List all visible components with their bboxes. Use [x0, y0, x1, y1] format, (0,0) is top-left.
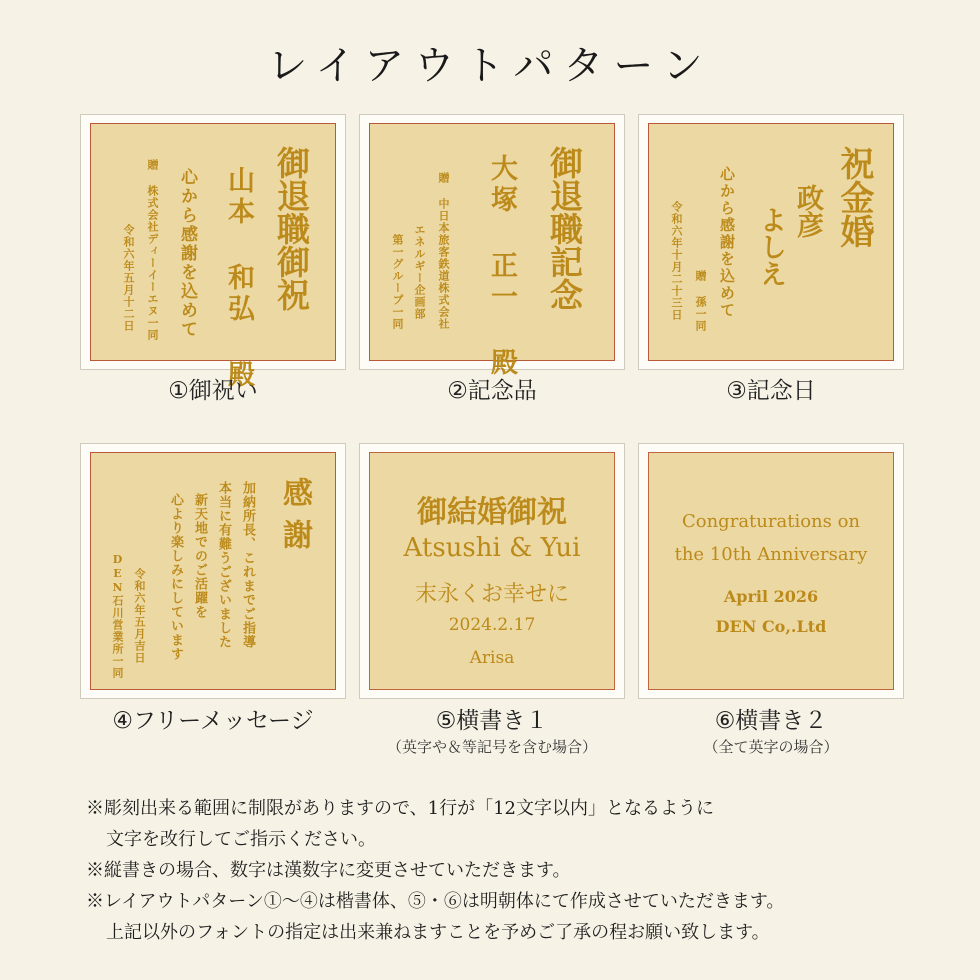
plate-3-line-6: 令和六年十月二十三日: [670, 201, 683, 321]
pattern-card-6: [638, 443, 904, 699]
plate-2-line-4: エネルギー企画部: [413, 224, 426, 320]
plate-4-line-4: 新天地でのご活躍を: [192, 493, 207, 619]
plate-3-line-1: 祝金婚: [834, 146, 874, 248]
plate-2: [369, 123, 615, 379]
pattern-card-2: [359, 114, 625, 379]
caption-6: ⑥横書き２: [714, 708, 828, 734]
plate-5-line-4: 2024.2.17: [448, 615, 536, 635]
pattern-card-3: [638, 114, 904, 370]
plate-2-line-5: 第一グループ一同: [391, 234, 404, 330]
plate-4-line-3: 本当に有難うございました: [216, 481, 231, 649]
plate-6-line-1: Congraturations on: [681, 511, 861, 532]
plate-4-line-7: DEN石川営業所一同: [111, 553, 124, 679]
pattern-card-4: [80, 443, 346, 699]
plate-4-line-2: 加納所長、これまでご指導: [240, 481, 255, 649]
plate-3-line-4: 心から感謝を込めて: [718, 166, 736, 319]
note-line-5: 上記以外のフォントの指定は出来兼ねますことを予めご了承の程お願い致します。: [106, 922, 770, 943]
note-line-3: ※縦書きの場合、数字は漢数字に変更させていただきます。: [86, 860, 571, 881]
caption-2: ②記念品: [447, 378, 537, 404]
plate-4-line-6: 令和六年五月吉日: [133, 568, 146, 664]
subcaption-5: （英字や＆等記号を含む場合）: [386, 738, 597, 756]
page-title: レイアウトパターン: [267, 43, 713, 89]
plate-3-line-5: 贈 孫一同: [694, 270, 707, 332]
caption-1: ①御祝い: [168, 378, 258, 404]
plate-1-line-1: 御退職御祝: [272, 146, 311, 311]
plate-6-line-2: the 10th Anniversary: [674, 544, 868, 565]
plate-2-line-1: 御退職記念: [545, 146, 584, 311]
plate-4-line-1: 感謝: [277, 477, 312, 561]
caption-5: ⑤横書き１: [435, 708, 549, 734]
plate-2-line-2: 大塚 正一 殿: [486, 154, 517, 379]
plate-3: [648, 123, 894, 361]
plate-3-line-3: よしえ: [755, 206, 786, 287]
plate-1-line-2: 山本 和弘 殿: [223, 166, 254, 391]
note-line-2: 文字を改行してご指示ください。: [106, 829, 376, 850]
plate-5-line-2: Atsushi & Yui: [403, 533, 581, 563]
subcaption-6: （全て英字の場合）: [703, 738, 839, 756]
plate-2-line-3: 贈 中日本旅客鉄道株式会社: [437, 172, 450, 330]
note-line-4: ※レイアウトパターン①〜④は楷書体、⑤・⑥は明朝体にて作成させていただきます。: [86, 891, 785, 912]
caption-3: ③記念日: [726, 378, 816, 404]
plate-6-line-3: April 2026: [723, 587, 819, 606]
plate-5-line-1: 御結婚御祝: [417, 495, 567, 530]
plate-6-line-4: DEN Co,.Ltd: [715, 617, 827, 636]
plate-5: [369, 452, 615, 690]
plate-1-line-3: 心から感謝を込めて: [177, 168, 197, 339]
plate-5-line-5: Arisa: [469, 648, 515, 668]
plate-1-line-4: 贈 株式会社ディーイーエヌ一同: [146, 159, 159, 341]
plate-3-line-2: 政彦: [792, 184, 823, 238]
plate-4: [90, 452, 336, 690]
caption-4: ④フリーメッセージ: [112, 708, 314, 734]
note-line-1: ※彫刻出来る範囲に制限がありますので、1行が「12文字以内」となるように: [86, 798, 714, 819]
plate-5-line-3: 末永くお幸せに: [414, 582, 569, 607]
plate-4-line-5: 心より楽しみにしています: [168, 493, 183, 661]
notes: [86, 793, 784, 948]
pattern-card-5: [359, 443, 625, 699]
plate-6: [648, 452, 894, 690]
plate-1-line-5: 令和六年五月十二日: [122, 224, 135, 332]
